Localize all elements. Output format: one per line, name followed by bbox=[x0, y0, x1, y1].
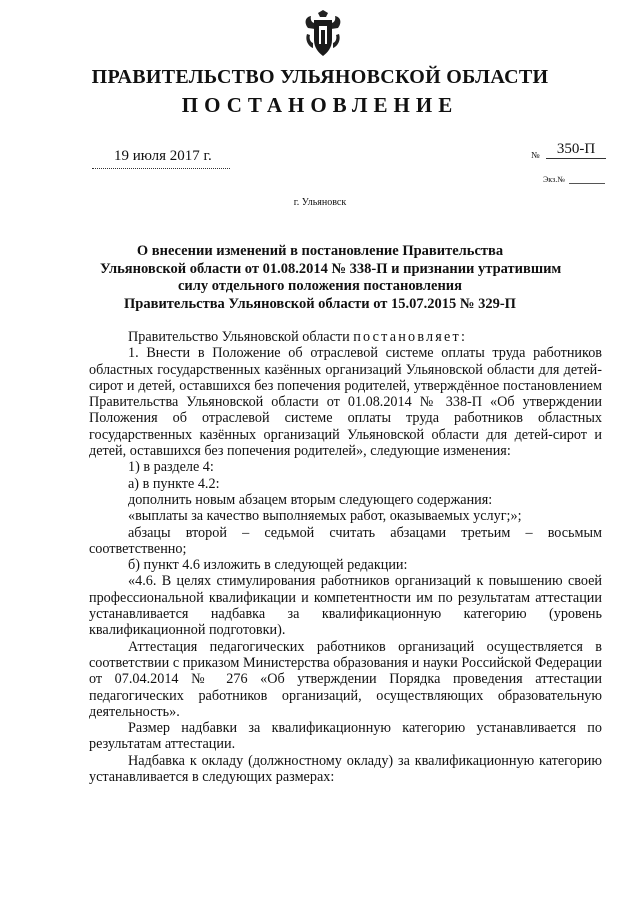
heading-line: силу отдельного положения постановления bbox=[177, 278, 463, 294]
document-type: ПОСТАНОВЛЕНИЕ bbox=[181, 93, 459, 117]
paragraph-3: а) в пункте 4.2: bbox=[128, 475, 220, 492]
paragraph-10: Размер надбавки за квалификационную категорию устанавливается по результатам аттестации. bbox=[89, 720, 602, 753]
paragraph-1: 1. Внести в Положение об отраслевой системе оплаты труда работников областных государственных казённых организаций Ульяновской области для детей-сирот и детей, оставшихся без попечения родителей, утверждённое постановлением Правительства Ульяновской области от 01.08.2014 № 338-П «Об утверждении Положения об отраслевой системе оплаты труда работников областных государственных казённых организаций Ульяновской области для детей-сирот и детей, оставшихся без попечения родителей», следующие изменения: bbox=[89, 345, 602, 460]
intro-prefix: Правительство Ульяновской области bbox=[128, 329, 354, 345]
paragraph-9: Аттестация педагогических работников организаций осуществляется в соответствии с приказом Министерства образования и науки Российской Федерации от 07.04.2014 № 276 «Об утверждении Порядка проведения аттестации педагогических работников организаций, осуществляющих образовательную деятельность». bbox=[89, 638, 602, 720]
paragraph-2: 1) в разделе 4: bbox=[128, 459, 214, 476]
government-title: ПРАВИТЕЛЬСТВО УЛЬЯНОВСКОЙ ОБЛАСТИ bbox=[91, 66, 549, 88]
intro-decree-word: постановляет bbox=[353, 329, 461, 345]
date-underline bbox=[92, 168, 230, 169]
document-date: 19 июля 2017 г. bbox=[114, 148, 212, 164]
intro-paragraph bbox=[89, 329, 602, 345]
paragraph-6: абзацы второй – седьмой считать абзацами третьим – восьмым соответственно; bbox=[89, 524, 602, 557]
coat-of-arms-icon bbox=[302, 10, 344, 58]
number-sign: № bbox=[531, 150, 540, 160]
paragraph-11: Надбавка к окладу (должностному окладу) за квалификационную категорию устанавливается в следующих размерах: bbox=[89, 752, 602, 786]
document-body bbox=[89, 329, 602, 785]
paragraph-5: «выплаты за качество выполняемых работ, оказываемых услуг;»; bbox=[128, 508, 522, 525]
copy-number-label: Экз.№ bbox=[543, 175, 565, 184]
paragraph-8: «4.6. В целях стимулирования работников организаций к повышению своей профессиональной квалификации и компетентности им по результатам аттестации устанавливается надбавка за квалификационную категорию (уровень квалификационной подготовки). bbox=[89, 573, 602, 639]
intro-suffix: : bbox=[460, 329, 465, 345]
document-heading bbox=[100, 243, 562, 313]
heading-line: Ульяновской области от 01.08.2014 № 338-П и признании утратившим bbox=[100, 260, 562, 277]
heading-line: О внесении изменений в постановление Правительства bbox=[136, 243, 504, 259]
document-number: 350-П bbox=[546, 141, 606, 159]
paragraph-7: б) пункт 4.6 изложить в следующей редакции: bbox=[128, 557, 408, 574]
city-name: г. Ульяновск bbox=[293, 197, 347, 208]
paragraph-4: дополнить новым абзацем вторым следующего содержания: bbox=[128, 491, 493, 508]
copy-number-line bbox=[569, 183, 605, 184]
heading-line: Правительства Ульяновской области от 15.07.2015 № 329-П bbox=[124, 295, 516, 312]
